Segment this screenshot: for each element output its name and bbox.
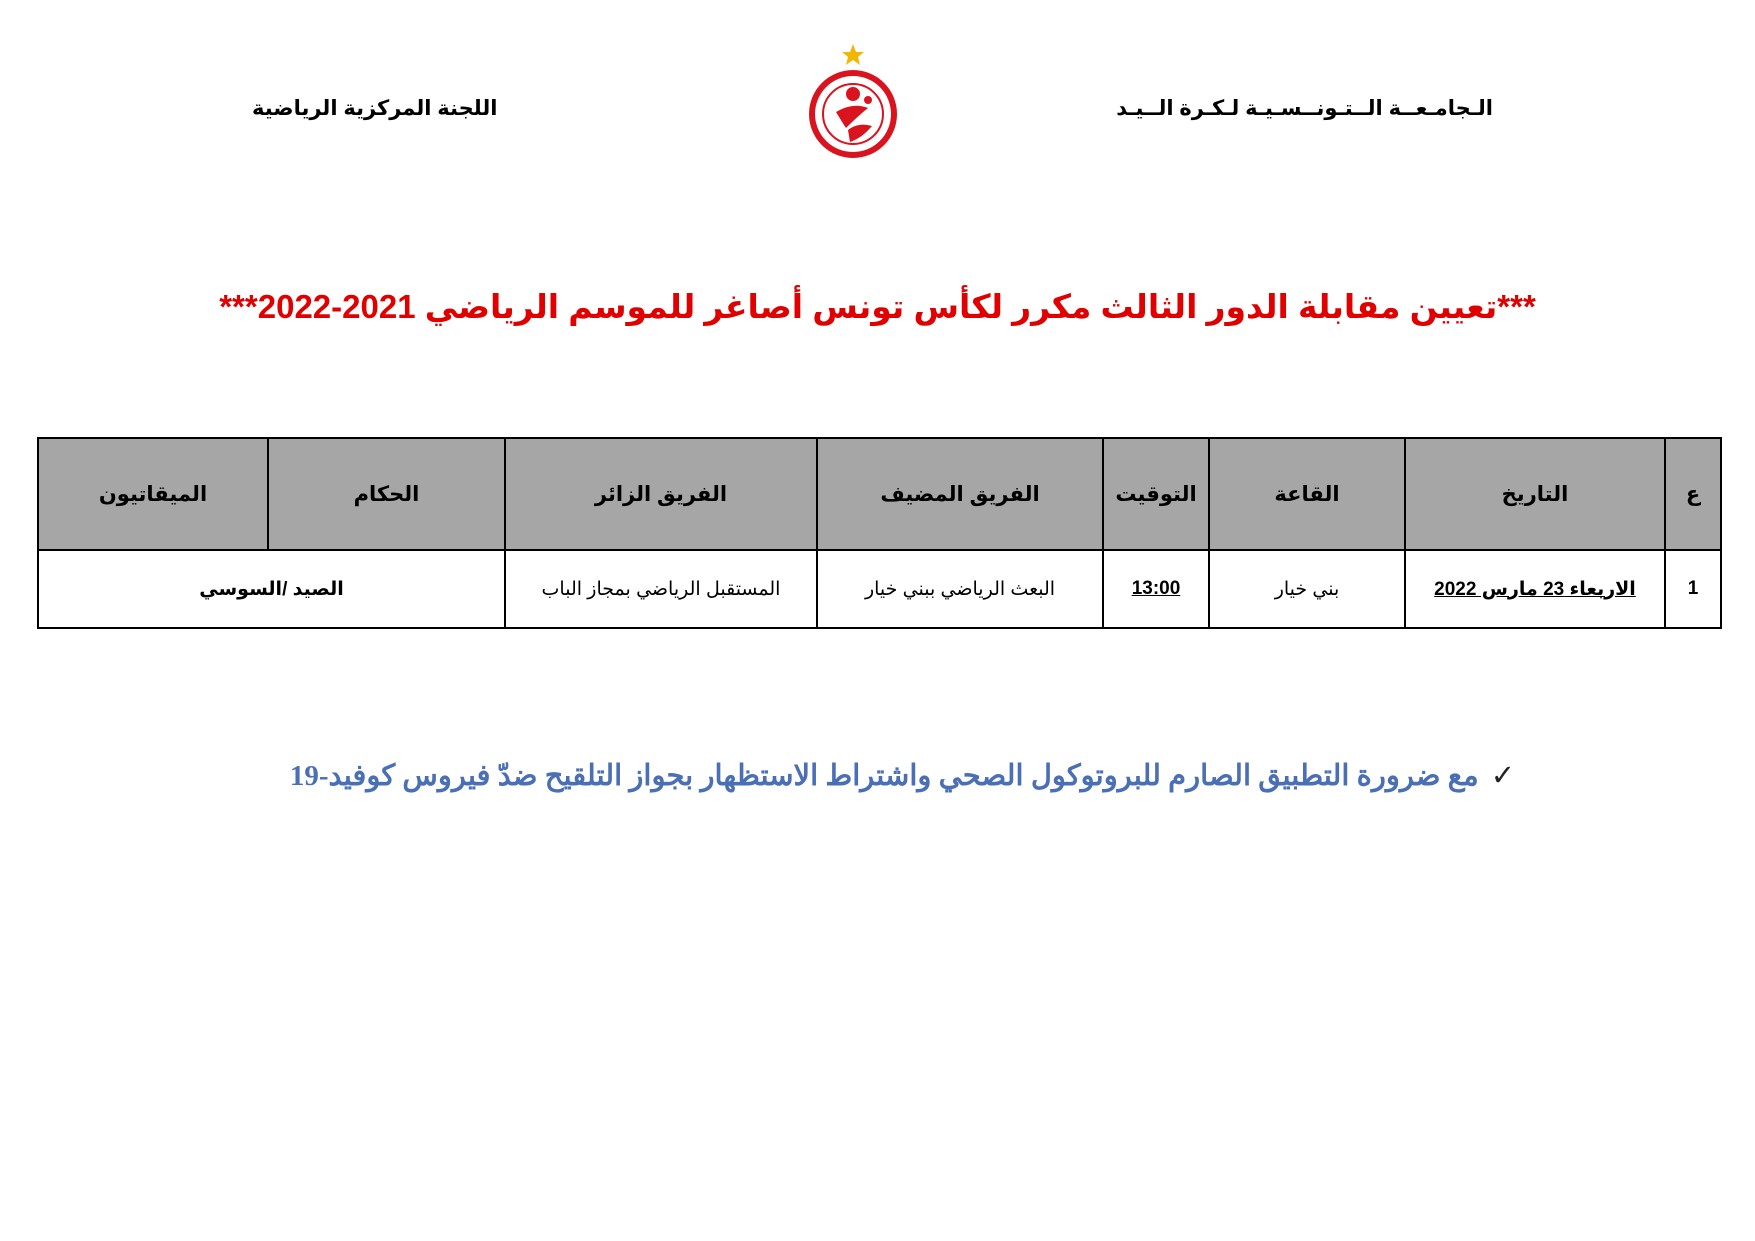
note-text: مع ضرورة التطبيق الصارم للبروتوكول الصحي واشتراط الاستظهار بجواز التلقيح ضدّ فيروس كوفيد-19	[289, 760, 1479, 792]
table-row	[38, 550, 1721, 628]
handball-federation-logo-icon	[798, 42, 908, 160]
col-hall-header: القاعة	[1209, 438, 1405, 550]
col-number-header: ع	[1665, 438, 1721, 550]
home-team: البعث الرياضي ببني خيار	[817, 550, 1103, 628]
match-number: 1	[1665, 550, 1721, 628]
col-time-header: التوقيت	[1103, 438, 1209, 550]
covid-protocol-note	[290, 758, 1515, 793]
match-date: الاربعاء 23 مارس 2022	[1405, 550, 1665, 628]
checkmark-icon: ✓	[1490, 760, 1515, 792]
page-title: ***تعيين مقابلة الدور الثالث مكرر لكأس تونس أصاغر للموسم الرياضي 2021-2022***	[219, 288, 1536, 325]
table-header-row	[38, 438, 1721, 550]
federation-logo	[798, 42, 908, 160]
match-time: 13:00	[1103, 550, 1209, 628]
federation-name: الـجامـعــة الــتـونــسـيـة لـكـرة الــيـد	[1116, 97, 1493, 120]
col-timekeepers-header: الميقاتيون	[38, 438, 268, 550]
col-referees-header: الحكام	[268, 438, 505, 550]
match-hall: بني خيار	[1209, 550, 1405, 628]
away-team: المستقبل الرياضي بمجاز الباب	[505, 550, 817, 628]
col-away-team-header: الفريق الزائر	[505, 438, 817, 550]
col-home-team-header: الفريق المضيف	[817, 438, 1103, 550]
referees-cell: الصيد /السوسي	[38, 550, 505, 628]
schedule-table	[37, 437, 1722, 629]
committee-name: اللجنة المركزية الرياضية	[252, 97, 498, 120]
col-date-header: التاريخ	[1405, 438, 1665, 550]
